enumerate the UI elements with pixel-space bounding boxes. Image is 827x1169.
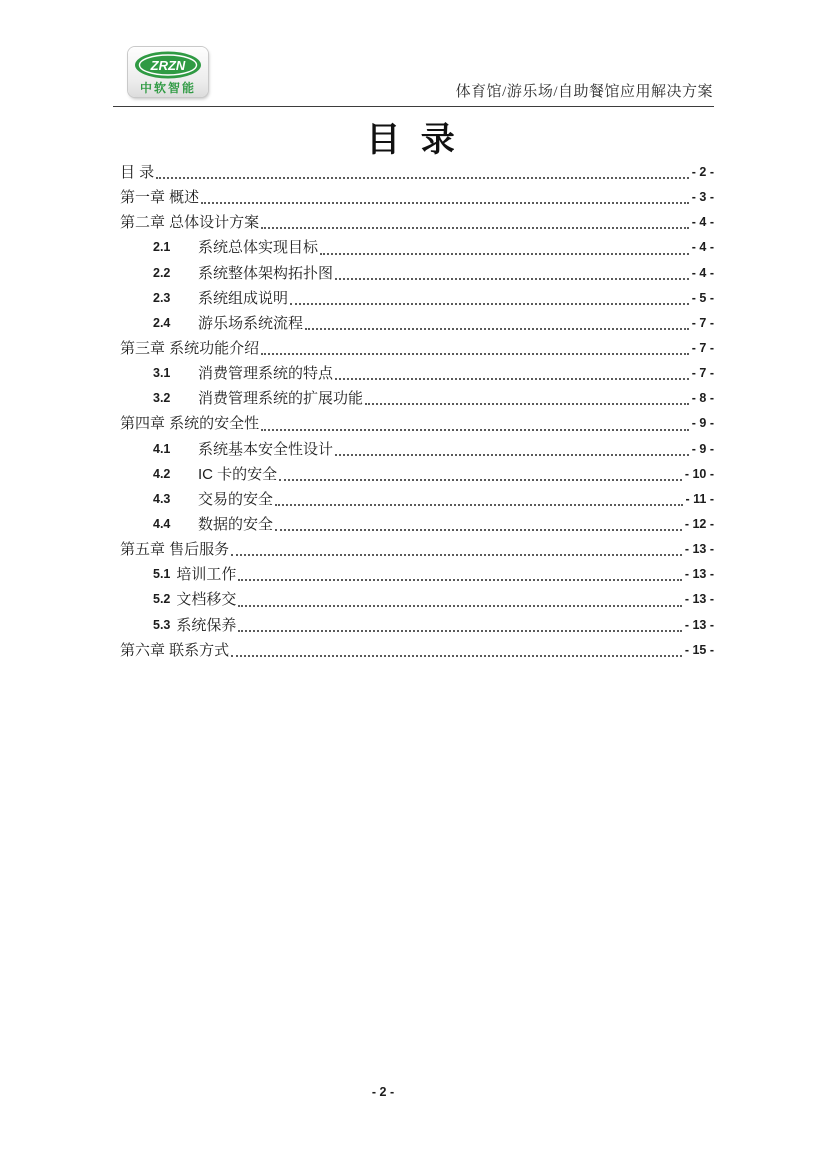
toc-entry-label: 第四章 系统的安全性 bbox=[120, 415, 260, 433]
toc-dot-leader bbox=[273, 487, 685, 512]
toc-entry-label: 消费管理系统的特点 bbox=[198, 365, 334, 383]
toc-entry-page: - 13 - bbox=[684, 592, 714, 607]
toc-entry-label: 第二章 总体设计方案 bbox=[120, 214, 260, 232]
toc-entry-number: 2.1 bbox=[153, 240, 171, 255]
toc-entry-label: 培训工作 bbox=[176, 566, 237, 584]
toc-entry-label: 第一章 概述 bbox=[120, 189, 200, 207]
toc-entry-label: 系统总体实现目标 bbox=[198, 239, 319, 257]
toc-dot-leader bbox=[273, 512, 685, 537]
toc-entry[interactable] bbox=[120, 336, 714, 361]
toc-entry-label: 交易的安全 bbox=[198, 490, 274, 508]
toc-entry-page: - 4 - bbox=[691, 215, 714, 230]
toc-entry-page: - 12 - bbox=[684, 516, 714, 531]
toc-entry-number: 5.2 bbox=[153, 592, 171, 607]
toc-entry[interactable] bbox=[120, 587, 714, 612]
toc-entry[interactable] bbox=[120, 437, 714, 462]
toc-dot-leader bbox=[236, 613, 684, 638]
toc-entry[interactable] bbox=[120, 386, 714, 411]
toc-dot-leader bbox=[333, 437, 692, 462]
toc-entry[interactable] bbox=[120, 411, 714, 436]
logo-caption: 中软智能 bbox=[139, 80, 196, 95]
toc-entry-label: 系统保养 bbox=[176, 616, 237, 634]
toc-entry-page: - 4 - bbox=[691, 240, 714, 255]
toc-entry-page: - 5 - bbox=[691, 290, 714, 305]
toc-entry[interactable] bbox=[120, 235, 714, 260]
toc-entry[interactable] bbox=[120, 537, 714, 562]
toc-entry-number: 3.1 bbox=[153, 366, 171, 381]
toc-dot-leader bbox=[229, 638, 685, 663]
toc-entry-page: - 11 - bbox=[685, 491, 714, 506]
page-title: 目 录 bbox=[366, 122, 461, 159]
toc-entry-label: 目 录 bbox=[120, 164, 155, 181]
toc-entry-number: 5.1 bbox=[153, 567, 171, 582]
toc-entry-number: 2.2 bbox=[153, 265, 171, 280]
toc-entry[interactable] bbox=[120, 210, 714, 235]
toc-dot-leader bbox=[277, 462, 685, 487]
toc-entry-page: - 2 - bbox=[691, 165, 714, 179]
toc-entry[interactable] bbox=[120, 361, 714, 386]
toc-dot-leader bbox=[236, 562, 684, 587]
toc-entry-number: 4.3 bbox=[153, 491, 171, 506]
toc-entry-page: - 7 - bbox=[691, 315, 714, 330]
toc-entry-label: 消费管理系统的扩展功能 bbox=[198, 390, 364, 408]
toc-entry-number: 5.3 bbox=[153, 617, 171, 632]
toc-entry-label: 游乐场系统流程 bbox=[198, 314, 304, 332]
toc-entry-page: - 13 - bbox=[684, 542, 714, 557]
toc-entry[interactable] bbox=[120, 487, 714, 512]
toc-entry[interactable] bbox=[120, 261, 714, 286]
toc-dot-leader bbox=[288, 286, 692, 311]
toc-entry-page: - 15 - bbox=[684, 642, 714, 657]
logo-oval-text: ZRZN bbox=[150, 57, 186, 73]
toc-entry-label: 系统组成说明 bbox=[198, 289, 289, 307]
company-logo bbox=[128, 47, 208, 97]
toc-dot-leader bbox=[236, 587, 684, 612]
toc-entry-label: 文档移交 bbox=[176, 591, 237, 609]
toc-entry-number: 4.2 bbox=[153, 466, 171, 481]
toc-entry[interactable] bbox=[120, 562, 714, 587]
toc-list bbox=[120, 160, 714, 663]
toc-dot-leader bbox=[333, 261, 692, 286]
toc-entry-number: 2.4 bbox=[153, 315, 171, 330]
toc-entry-page: - 9 - bbox=[691, 441, 714, 456]
toc-dot-leader bbox=[318, 235, 692, 260]
toc-entry-page: - 4 - bbox=[691, 265, 714, 280]
toc-dot-leader bbox=[199, 185, 692, 210]
toc-dot-leader bbox=[363, 386, 692, 411]
toc-dot-leader bbox=[259, 336, 692, 361]
toc-entry-label: 系统基本安全性设计 bbox=[198, 440, 334, 458]
toc-entry-page: - 7 - bbox=[691, 340, 714, 355]
toc-entry-label: 数据的安全 bbox=[198, 515, 274, 533]
toc-entry-number: 3.2 bbox=[153, 391, 171, 406]
toc-entry-page: - 9 - bbox=[691, 416, 714, 431]
toc-entry-page: - 8 - bbox=[691, 391, 714, 406]
toc-entry[interactable] bbox=[120, 160, 714, 185]
toc-entry-number: 2.3 bbox=[153, 290, 171, 305]
toc-entry-number: 4.4 bbox=[153, 516, 171, 531]
toc-entry-page: - 3 - bbox=[691, 190, 714, 205]
toc-entry[interactable] bbox=[120, 185, 714, 210]
header-rule bbox=[113, 106, 714, 107]
toc-entry[interactable] bbox=[120, 638, 714, 663]
toc-entry-label: IC 卡的安全 bbox=[198, 465, 278, 483]
toc-entry[interactable] bbox=[120, 286, 714, 311]
toc-dot-leader bbox=[259, 411, 692, 436]
toc-entry-label: 系统整体架构拓扑图 bbox=[198, 264, 334, 282]
toc-entry[interactable] bbox=[120, 613, 714, 638]
toc-entry[interactable] bbox=[120, 512, 714, 537]
toc-dot-leader bbox=[303, 311, 692, 336]
toc-entry-label: 第三章 系统功能介绍 bbox=[120, 339, 260, 357]
toc-entry-label: 第六章 联系方式 bbox=[120, 641, 230, 659]
header-document-title: 体育馆/游乐场/自助餐馆应用解决方案 bbox=[455, 84, 713, 100]
toc-dot-leader bbox=[259, 210, 692, 235]
toc-dot-leader bbox=[333, 361, 692, 386]
toc-entry-label: 第五章 售后服务 bbox=[120, 541, 230, 559]
footer-page-number: - 2 - bbox=[371, 1085, 395, 1099]
toc-dot-leader bbox=[154, 160, 692, 185]
toc-entry-number: 4.1 bbox=[153, 441, 171, 456]
toc-entry-page: - 13 - bbox=[684, 617, 714, 632]
logo-oval-icon bbox=[132, 50, 204, 80]
toc-entry-page: - 13 - bbox=[684, 567, 714, 582]
toc-entry[interactable] bbox=[120, 311, 714, 336]
toc-entry[interactable] bbox=[120, 462, 714, 487]
toc-entry-page: - 10 - bbox=[684, 466, 714, 481]
toc-dot-leader bbox=[229, 537, 685, 562]
toc-entry-page: - 7 - bbox=[691, 366, 714, 381]
